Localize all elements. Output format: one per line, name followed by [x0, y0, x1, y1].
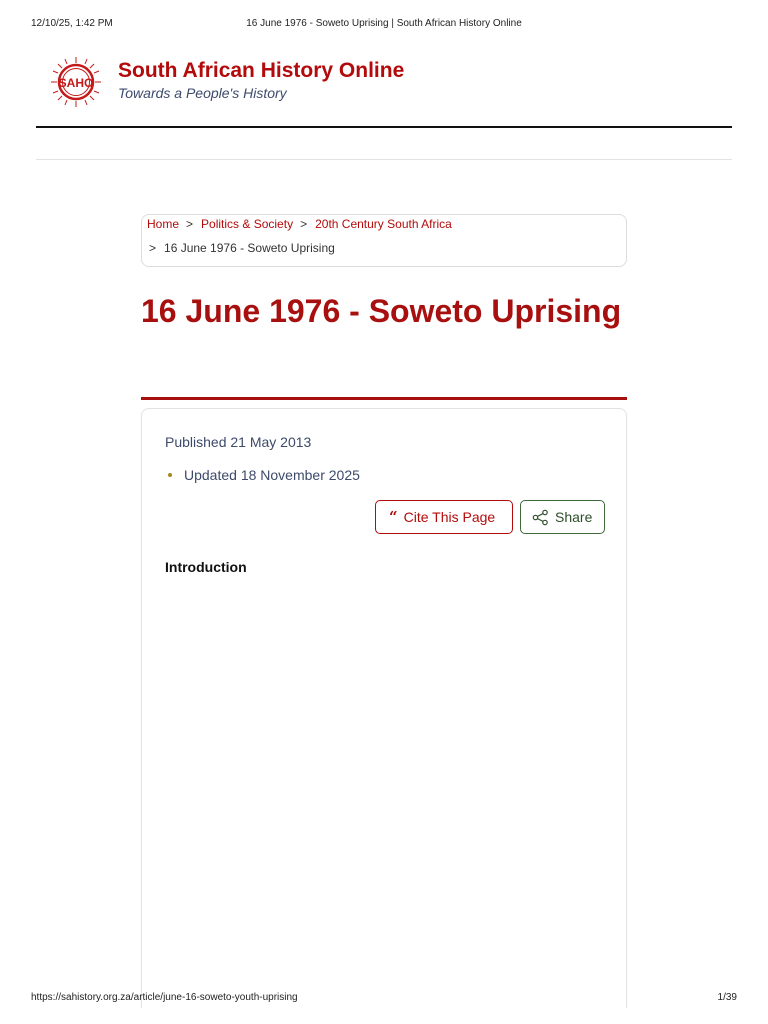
- quote-icon: “: [389, 507, 398, 526]
- share-icon: [532, 509, 549, 526]
- print-page-number: 1/39: [717, 992, 737, 1003]
- section-heading-introduction: Introduction: [165, 559, 247, 575]
- print-page-title: 16 June 1976 - Soweto Uprising | South African History Online: [246, 18, 522, 29]
- share-label: Share: [555, 509, 593, 525]
- published-date: Published 21 May 2013: [165, 434, 312, 450]
- breadcrumb-separator: >: [186, 217, 194, 231]
- title-underline: [141, 397, 627, 400]
- nav-divider: [36, 159, 732, 160]
- logo-wordmark: SAHO: [58, 76, 94, 90]
- header-divider: [36, 126, 732, 128]
- breadcrumb-separator: >: [149, 241, 157, 255]
- breadcrumb-current: 16 June 1976 - Soweto Uprising: [164, 241, 335, 255]
- site-name[interactable]: South African History Online: [118, 59, 405, 82]
- share-button[interactable]: [520, 500, 605, 534]
- breadcrumb-20th-century[interactable]: 20th Century South Africa: [315, 217, 452, 231]
- saho-logo[interactable]: [50, 56, 102, 108]
- breadcrumb-separator: >: [300, 217, 308, 231]
- print-datetime: 12/10/25, 1:42 PM: [31, 18, 113, 29]
- site-header: [50, 56, 550, 112]
- print-url: https://sahistory.org.za/article/june-16-soweto-youth-uprising: [31, 992, 298, 1003]
- updated-date: [165, 467, 360, 483]
- print-header: [0, 18, 768, 34]
- article-card: [141, 408, 627, 1008]
- site-tagline: Towards a People's History: [118, 85, 287, 101]
- cite-page-label: Cite This Page: [403, 509, 496, 525]
- page-title: 16 June 1976 - Soweto Uprising: [141, 293, 622, 329]
- breadcrumb-home[interactable]: Home: [147, 217, 180, 231]
- cite-page-button[interactable]: [375, 500, 513, 534]
- updated-date-text: Updated 18 November 2025: [184, 467, 360, 483]
- breadcrumb-politics-society[interactable]: Politics & Society: [201, 217, 294, 231]
- bullet-icon: [168, 473, 172, 477]
- breadcrumb: [141, 214, 627, 267]
